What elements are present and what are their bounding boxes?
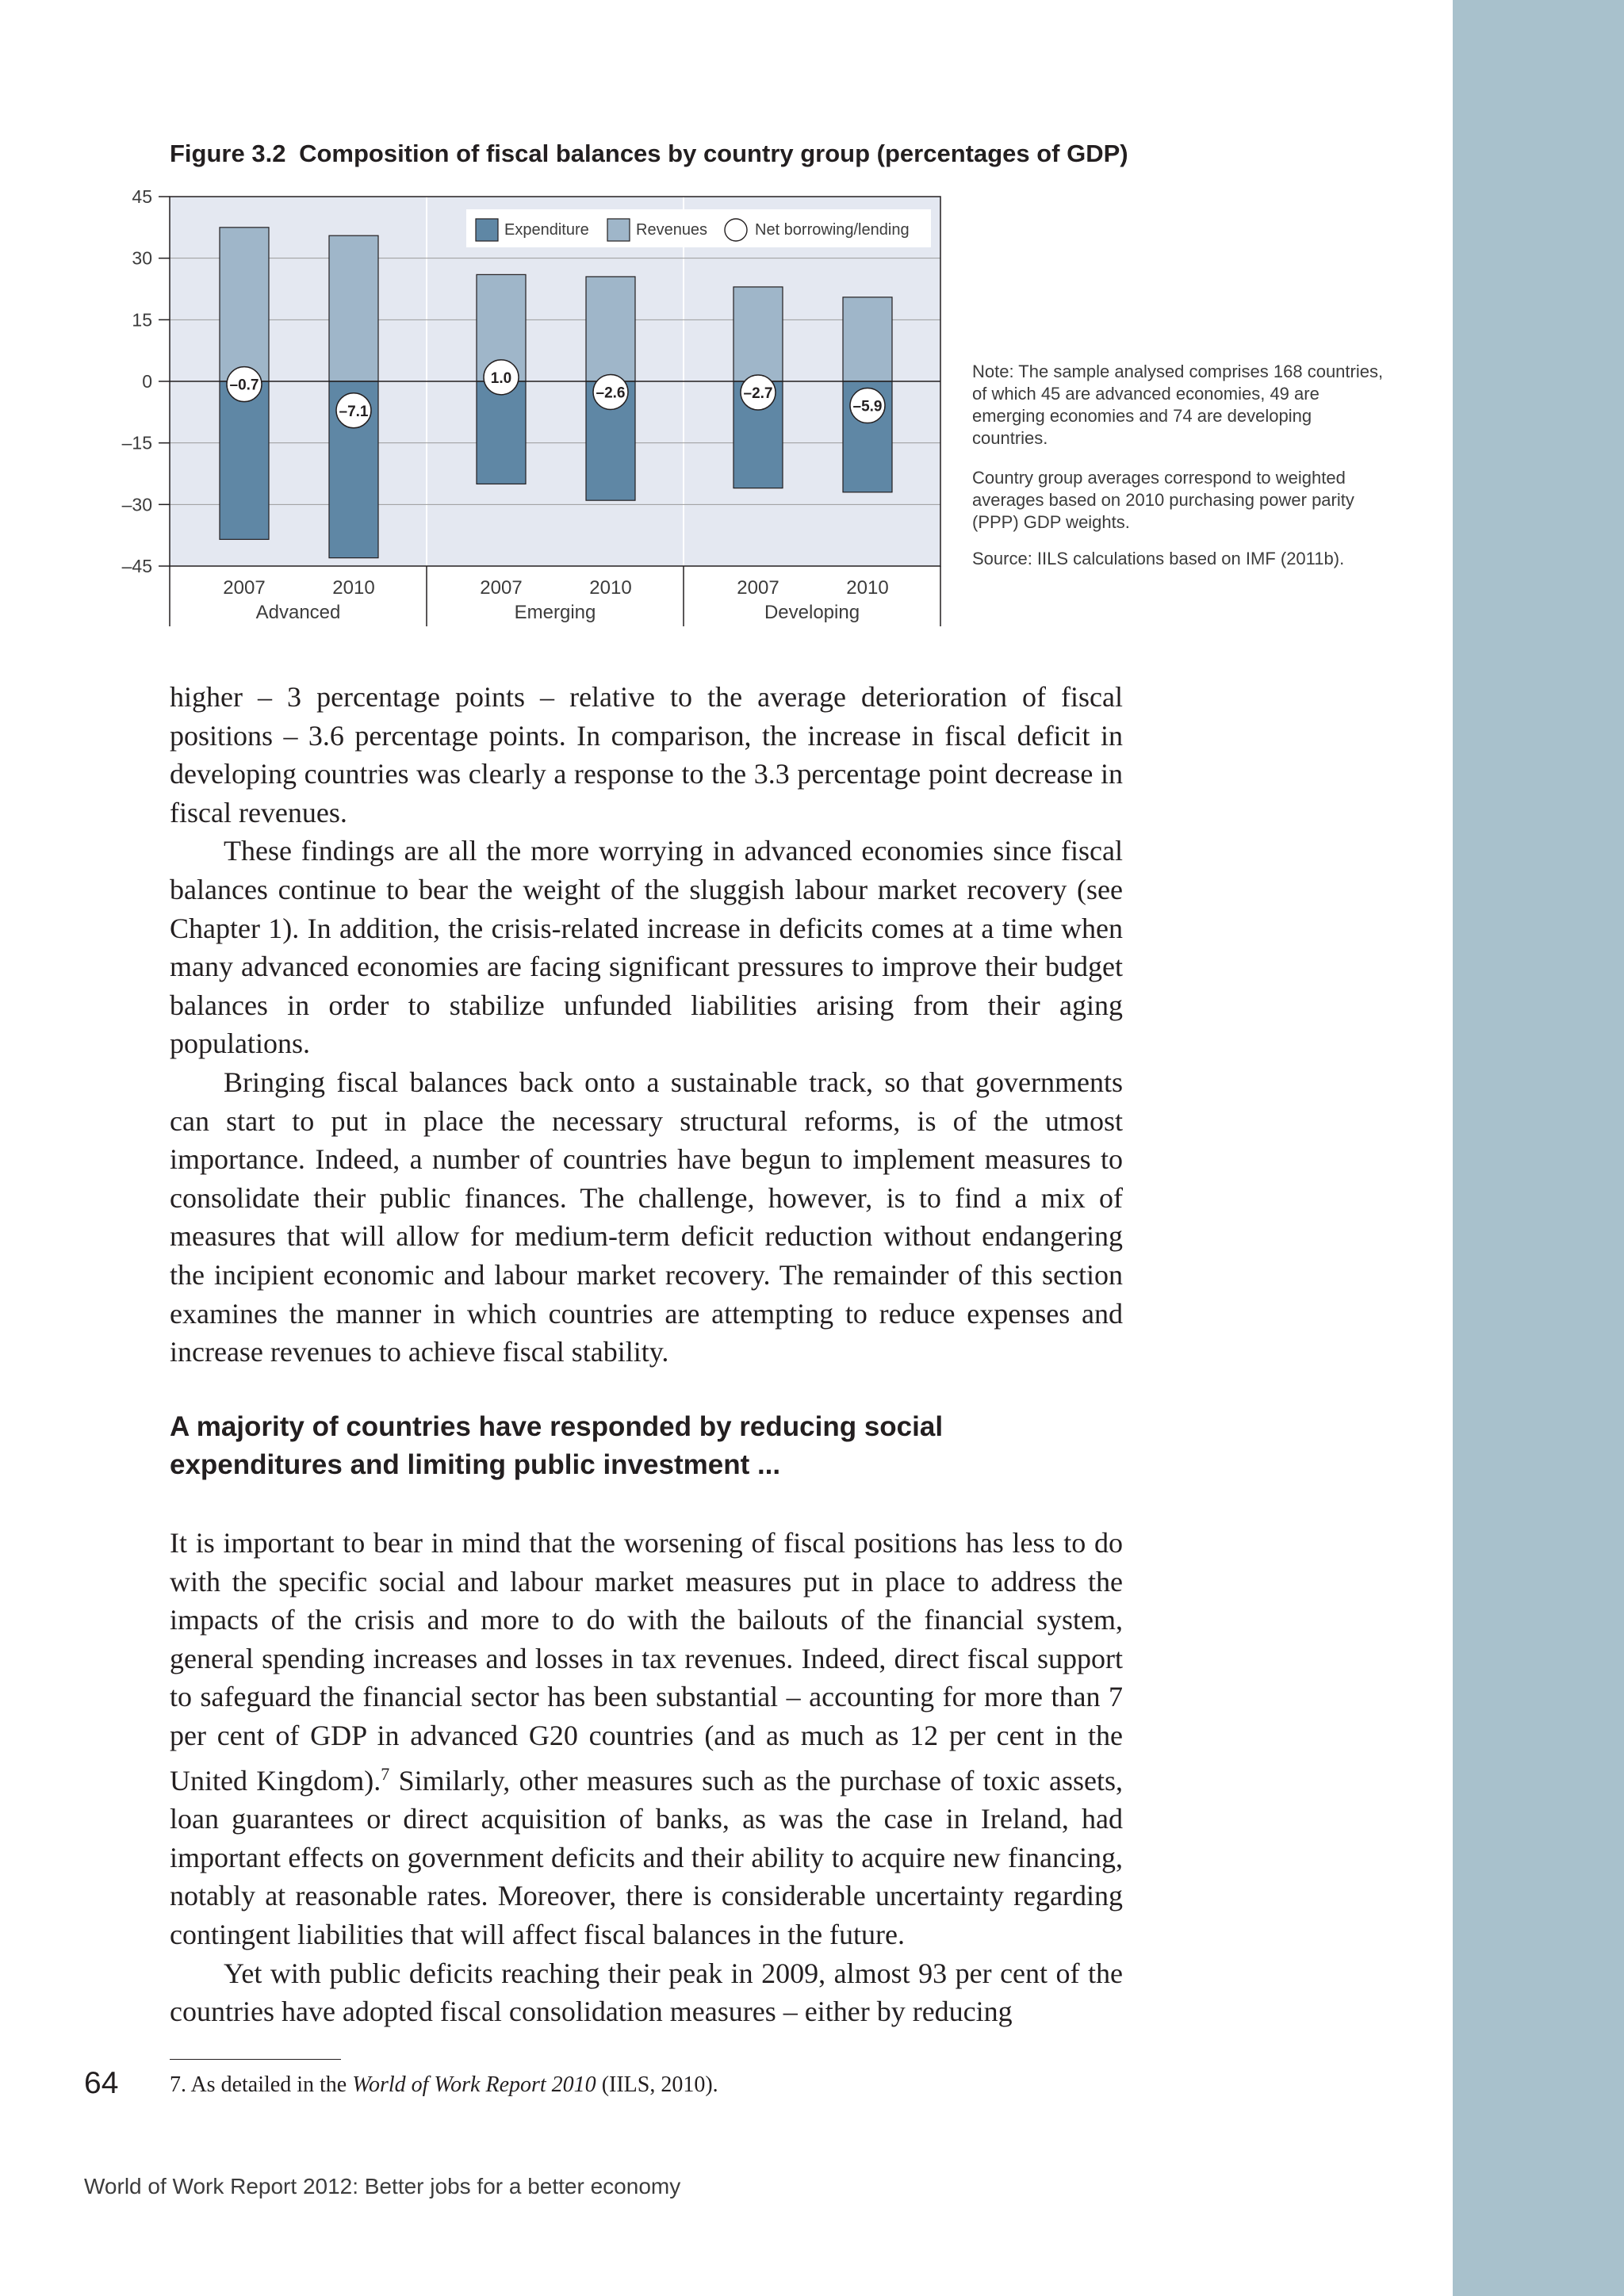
x-tick-label: 2007 [480, 577, 523, 599]
footnote-reference[interactable]: 7 [381, 1763, 390, 1784]
revenue-bar [733, 287, 783, 381]
section-heading: A majority of countries have responded by reducing social expenditures and limiting public investment ... [170, 1411, 944, 1480]
revenue-bar [329, 235, 378, 381]
body-paragraph: Bringing fiscal balances back onto a sustainable track, so that governments can start to put in place the necessary structural reforms, is of the utmost importance. Indeed, a number of countries have begun to implement measures to consolidate their public finances. The challenge, however, is to find a mix of measures that will allow for medium-term deficit reduction without endangering the incipient economic and labour market recovery. The remainder of this section examines the manner in which countries are attempting to reduce expenses and increase revenues to achieve fiscal stability. [170, 1066, 1123, 1368]
x-tick-label: 2007 [223, 577, 266, 599]
y-tick-label: 45 [132, 186, 152, 207]
legend-label-revenues: Revenues [636, 221, 708, 239]
expenditure-bar [477, 381, 526, 484]
figure-label: Figure 3.2 [170, 140, 286, 167]
footnote-prefix: 7. As detailed in the [170, 2072, 353, 2097]
figure-note: Note: The sample analysed comprises 168 countries, of which 45 are advanced economies, 49 are emerging economies and 74 are developing countries. [972, 362, 1384, 448]
legend-marker-net [725, 219, 747, 241]
y-tick-label: –15 [121, 432, 152, 453]
revenue-bar [586, 277, 635, 381]
group-label: Emerging [514, 602, 596, 623]
footnote-cited-title: World of Work Report 2010 [352, 2072, 596, 2097]
x-tick-label: 2010 [332, 577, 375, 599]
body-paragraph: higher – 3 percentage points – relative to the average deterioration of fiscal positions – 3.6 percentage points. In comparison, the increase in fiscal deficit in developing countries was clearly a response to the 3.3 percentage point decrease in fiscal revenues. [170, 681, 1123, 828]
page-footer: World of Work Report 2012: Better jobs for a better economy [84, 2174, 681, 2198]
body-paragraph: These findings are all the more worrying in advanced economies since fiscal balances continue to bear the weight of the sluggish labour market recovery (see Chapter 1). In addition, the crisis-related increase in deficits comes at a time when many advanced economies are facing significant pressures to improve their budget balances in order to stabilize unfunded liabilities arising from their aging populations. [170, 835, 1123, 1060]
y-tick-label: –30 [121, 494, 152, 515]
body-paragraph [170, 1524, 1123, 1954]
y-tick-label: 0 [142, 371, 152, 392]
figure-weighting-note: Country group averages correspond to weighted averages based on 2010 purchasing power parity (PPP) GDP weights. [972, 468, 1354, 532]
group-label: Developing [764, 602, 860, 623]
figure-source: Source: IILS calculations based on IMF (2011b). [972, 549, 1345, 568]
body-text-block-1 [170, 678, 1123, 1372]
x-tick-label: 2007 [737, 577, 779, 599]
legend-swatch-expenditure [476, 219, 498, 241]
y-tick-label: –45 [121, 556, 152, 576]
figure-title [170, 140, 1128, 168]
body-text-block-2 [170, 1524, 1123, 2031]
footnote [170, 2072, 718, 2098]
legend-label-expenditure: Expenditure [504, 221, 589, 239]
page-sidebar-band [1453, 0, 1624, 2296]
group-label: Advanced [255, 602, 341, 623]
net-lending-label: –2.7 [743, 385, 773, 402]
expenditure-bar [220, 381, 269, 539]
x-tick-label: 2010 [589, 577, 632, 599]
paragraph-text: It is important to bear in mind that the worsening of fiscal positions has less to do with the specific social and labour market measures put in place to address the impacts of the crisis and more to do with the bailouts of the financial system, general spending increases and losses in tax revenues. Indeed, direct fiscal support to safeguard the financial sector has been substantial – accounting for more than 7 per cent of GDP in advanced G20 countries (and as much as 12 per cent in the United Kingdom). [170, 1527, 1123, 1797]
revenue-bar [843, 297, 892, 381]
net-lending-label: –0.7 [229, 377, 259, 394]
x-tick-label: 2010 [846, 577, 889, 599]
fiscal-balance-chart [103, 182, 959, 626]
net-lending-label: 1.0 [490, 369, 512, 387]
footnote-suffix: (IILS, 2010). [596, 2072, 718, 2097]
y-tick-label: 30 [132, 247, 152, 269]
footnote-divider [170, 2059, 341, 2060]
page-number: 64 [84, 2066, 119, 2100]
legend-label-net: Net borrowing/lending [755, 221, 910, 239]
paragraph-text: Similarly, other measures such as the purchase of toxic assets, loan guarantees or direct acquisition of banks, as was the case in Ireland, had important effects on government deficits and their ability to acquire new financing, notably at reasonable rates. Moreover, there is considerable uncertainty regarding contingent liabilities that will affect fiscal balances in the future. [170, 1764, 1123, 1950]
net-lending-label: –7.1 [339, 403, 369, 420]
net-lending-label: –5.9 [852, 398, 883, 415]
revenue-bar [220, 228, 269, 381]
net-lending-label: –2.6 [596, 385, 626, 402]
legend-swatch-revenues [607, 219, 630, 241]
body-paragraph: Yet with public deficits reaching their peak in 2009, almost 93 per cent of the countries have adopted fiscal consolidation measures – either by reducing [170, 1957, 1123, 2028]
y-tick-label: 15 [132, 309, 152, 331]
figure-title-text: Composition of fiscal balances by country group (percentages of GDP) [299, 140, 1128, 167]
